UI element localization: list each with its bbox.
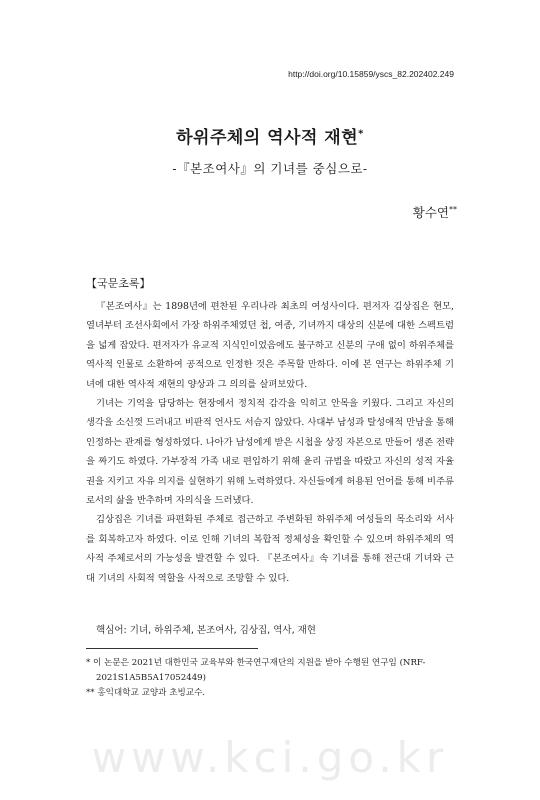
paper-subtitle: -『본조여사』의 기녀를 중심으로-: [172, 161, 368, 176]
footnotes: [86, 656, 456, 701]
keywords-line: [96, 622, 316, 636]
footnote-divider: [86, 648, 258, 649]
abstract-paragraph: 『본조여사』는 1898년에 편찬된 우리나라 최초의 여성사이다. 편저자 김상집은 현모, 열녀부터 조선사회에서 가장 하위주체였던 첩, 여종, 기녀까지 대상의 신분에 대한 스펙트럼을 넓게 잡았다. 편저자가 유교적 지식인이었음에도 불구하고 신분의 구애 없이 하위주체를 역사적 인물로 소환하여 공적으로 인정한 것은 주목할 만하다. 이에 본 연구는 하위주체 기녀에 대한 역사적 재현의 양상과 그 의의를 살펴보았다.: [86, 301, 454, 390]
author-name: [413, 203, 457, 221]
abstract-paragraph: 기녀는 기억을 담당하는 현장에서 정치적 감각을 익히고 안목을 키웠다. 그리고 자신의 생각을 소신껏 드러내고 비판적 언사도 서슴지 않았다. 사대부 남성과 탈성애적 만남을 통해 인정하는 관계를 형성하였다. 나아가 남성에게 받은 시첩을 상징 자본으로 만들어 생존 전략을 짜기도 하였다. 가부장적 가족 내로 편입하기 위해 윤리 규범을 따랐고 자신의 성적 자율권을 지키고 자유 의지를 실현하기 위해 노력하였다. 자신들에게 허용된 언어를 통해 비주류로서의 삶을 반추하며 자의식을 드러냈다.: [86, 398, 454, 507]
doi-link[interactable]: http://doi.org/10.15859/yscs_82.202402.249: [288, 69, 454, 79]
paper-title: [0, 123, 540, 148]
keywords-list: 기녀, 하위주체, 본조여사, 김상집, 역사, 재현: [129, 625, 316, 636]
author-footnote-mark: **: [449, 204, 457, 214]
abstract-heading: 【국문초록】: [86, 277, 151, 290]
footnote-author: ** 홍익대학교 교양과 초빙교수.: [86, 688, 206, 698]
footnote-funding: * 이 논문은 2021년 대한민국 교육부와 한국연구재단의 지원을 받아 수행된 연구임 (NRF-2021S1A5B5A17052449): [86, 658, 426, 683]
title-text: 하위주체의 역사적 재현: [176, 128, 359, 148]
title-footnote-mark: *: [358, 128, 364, 140]
abstract-body: [86, 297, 454, 588]
author-text: 황수연: [412, 205, 449, 220]
keywords-label: 핵심어:: [96, 625, 127, 636]
abstract-paragraph: 김상집은 기녀를 파편화된 주체로 접근하고 주변화된 하위주체 여성들의 목소리와 서사를 회복하고자 하였다. 이로 인해 기녀의 복합적 정체성을 확인할 수 있으며 하위주체의 역사적 주체로서의 가능성을 발견할 수 있다. 『본조여사』속 기녀를 통해 전근대 기녀와 근대 기녀의 사회적 역할을 사적으로 조망할 수 있다.: [86, 514, 454, 584]
watermark: www.kci.go.kr: [91, 733, 449, 782]
